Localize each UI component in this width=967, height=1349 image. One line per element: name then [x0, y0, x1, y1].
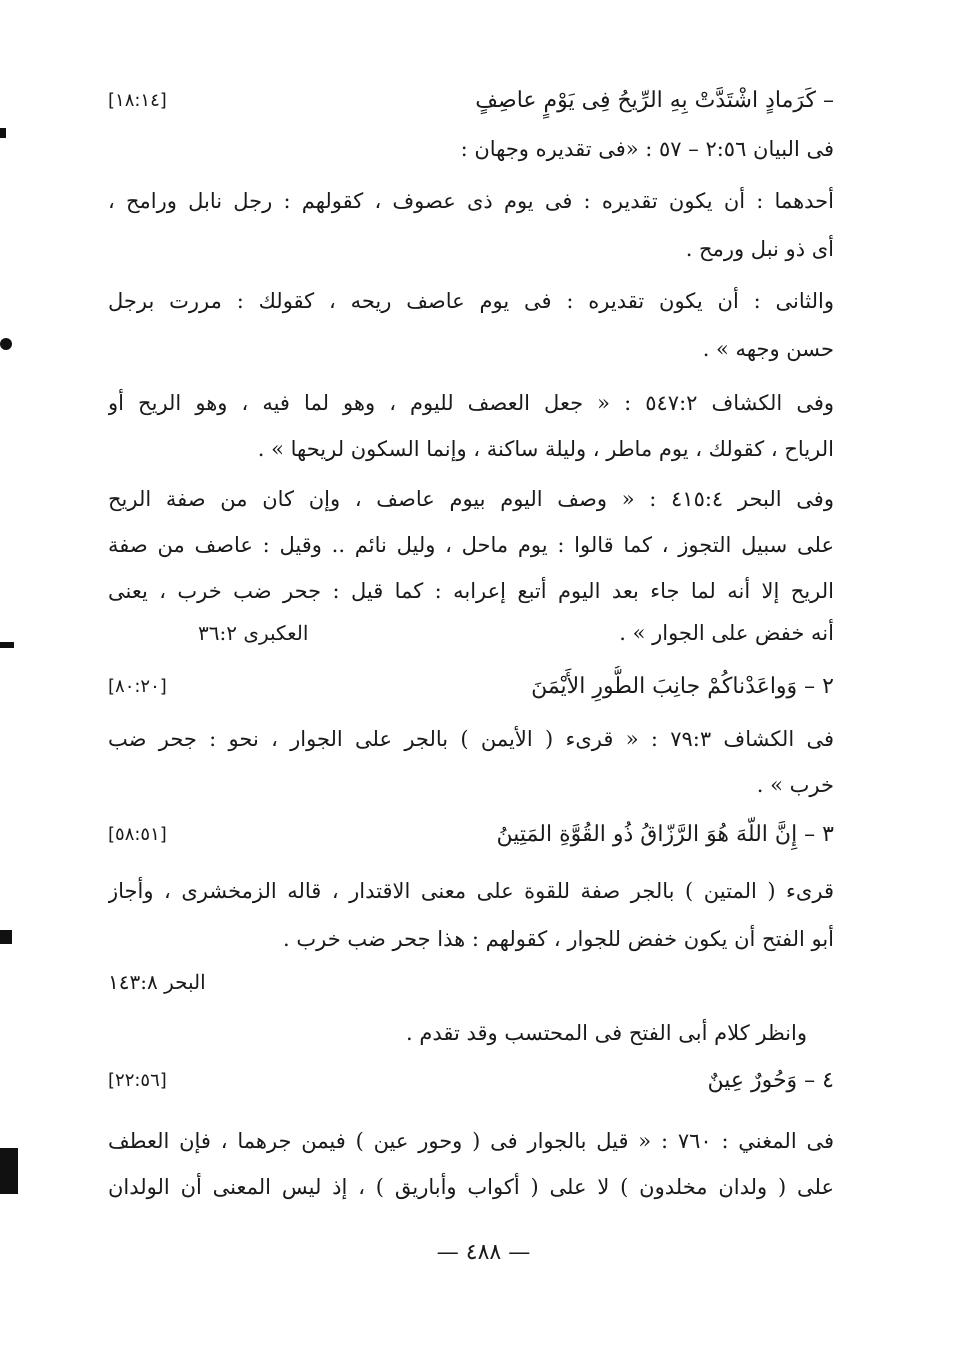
page-number: — ٤٨٨ —	[436, 1240, 531, 1265]
body-line-9: وفى البحر ٤١٥:٤ : « وصف اليوم بيوم عاصف ، وإن كان من صفة الريح	[108, 487, 834, 511]
body-line-8: الرياح ، كقولك ، يوم ماطر ، وليلة ساكنة ، وإنما السكون لريحها » .	[257, 437, 834, 461]
verse-4-line	[108, 1060, 834, 1102]
body-line-17: قرىء ( المتين ) بالجر صفة للقوة على معنى الاقتدار ، قاله الزمخشرى ، وأجاز	[108, 879, 834, 903]
body-line-12	[108, 612, 834, 654]
body-line-20: وانظر كلام أبى الفتح فى المحتسب وقد تقدم .	[405, 1021, 807, 1045]
verse-2-text: ٢ – وَواعَدْناكُمْ جانِبَ الطُّورِ الأَيْمَنَ	[531, 674, 834, 699]
body-line-18: أبو الفتح أن يكون خفض للجوار ، كقولهم : هذا جحر ضب خرب .	[283, 927, 834, 951]
scan-mark	[0, 642, 14, 648]
body-line-22: فى المغني : ٧٦٠ : « قيل بالجوار فى ( وحور عين ) فيمن جرهما ، فإن العطف	[108, 1129, 834, 1153]
body-line-7: وفى الكشاف ٥٤٧:٢ : « جعل العصف لليوم ، وهو لما فيه ، وهو الريح أو	[108, 391, 834, 415]
body-line-5: والثانى : أن يكون تقديره : فى يوم عاصف ريحه ، كقولك : مررت برجل	[108, 289, 834, 313]
verse-3-line	[108, 814, 834, 856]
body-line-23: على ( ولدان مخلدون ) لا على ( أكواب وأباريق ) ، إذ ليس المعنى أن الولدان	[108, 1175, 834, 1199]
body-line-6: حسن وجهه » .	[702, 337, 834, 361]
scan-mark	[0, 128, 6, 138]
scan-mark	[0, 1148, 18, 1194]
verse-1-text: – كَرَمادٍ اشْتَدَّتْ بِهِ الرِّيحُ فِى يَوْمٍ عاصِفٍ	[475, 88, 834, 113]
verse-4-text: ٤ – وَحُورٌ عِينٌ	[707, 1068, 834, 1093]
body-line-14: فى الكشاف ٧٩:٣ : « قرىء ( الأيمن ) بالجر على الجوار ، نحو : جحر ضب	[108, 727, 834, 751]
body-line-4: أى ذو نبل ورمح .	[685, 237, 834, 261]
bahr-citation: البحر ١٤٣:٨	[108, 970, 206, 994]
verse-2-reference: [٨٠:٢٠]	[108, 676, 167, 697]
verse-4-reference: [٢٢:٥٦]	[108, 1070, 167, 1091]
verse-1-line	[108, 80, 834, 122]
verse-1-reference: [١٨:١٤]	[108, 90, 167, 111]
body-line-2: فى البيان ٢:٥٦ – ٥٧ : «فى تقديره وجهان :	[460, 137, 834, 161]
body-line-10: على سبيل التجوز ، كما قالوا : يوم ماحل ، وليل نائم .. وقيل : عاصف من صفة	[108, 533, 834, 557]
verse-2-line	[108, 666, 834, 708]
body-line-11: الريح إلا أنه لما جاء بعد اليوم أتبع إعرابه : كما قيل : جحر ضب خرب ، يعنى	[108, 579, 834, 603]
body-line-12-text: أنه خفض على الجوار » .	[619, 621, 834, 645]
verse-3-reference: [٥٨:٥١]	[108, 824, 167, 845]
verse-3-text: ٣ – إِنَّ اللّهَ هُوَ الرَّزّاقُ ذُو القُوَّةِ المَتِينُ	[496, 822, 834, 847]
ukbari-citation: العكبرى ٣٦:٢	[198, 621, 309, 645]
body-line-15: خرب » .	[756, 773, 834, 797]
scan-mark	[0, 338, 12, 350]
body-line-3: أحدهما : أن يكون تقديره : فى يوم ذى عصوف ، كقولهم : رجل نابل ورامح ،	[108, 189, 834, 213]
scan-mark	[0, 930, 12, 944]
